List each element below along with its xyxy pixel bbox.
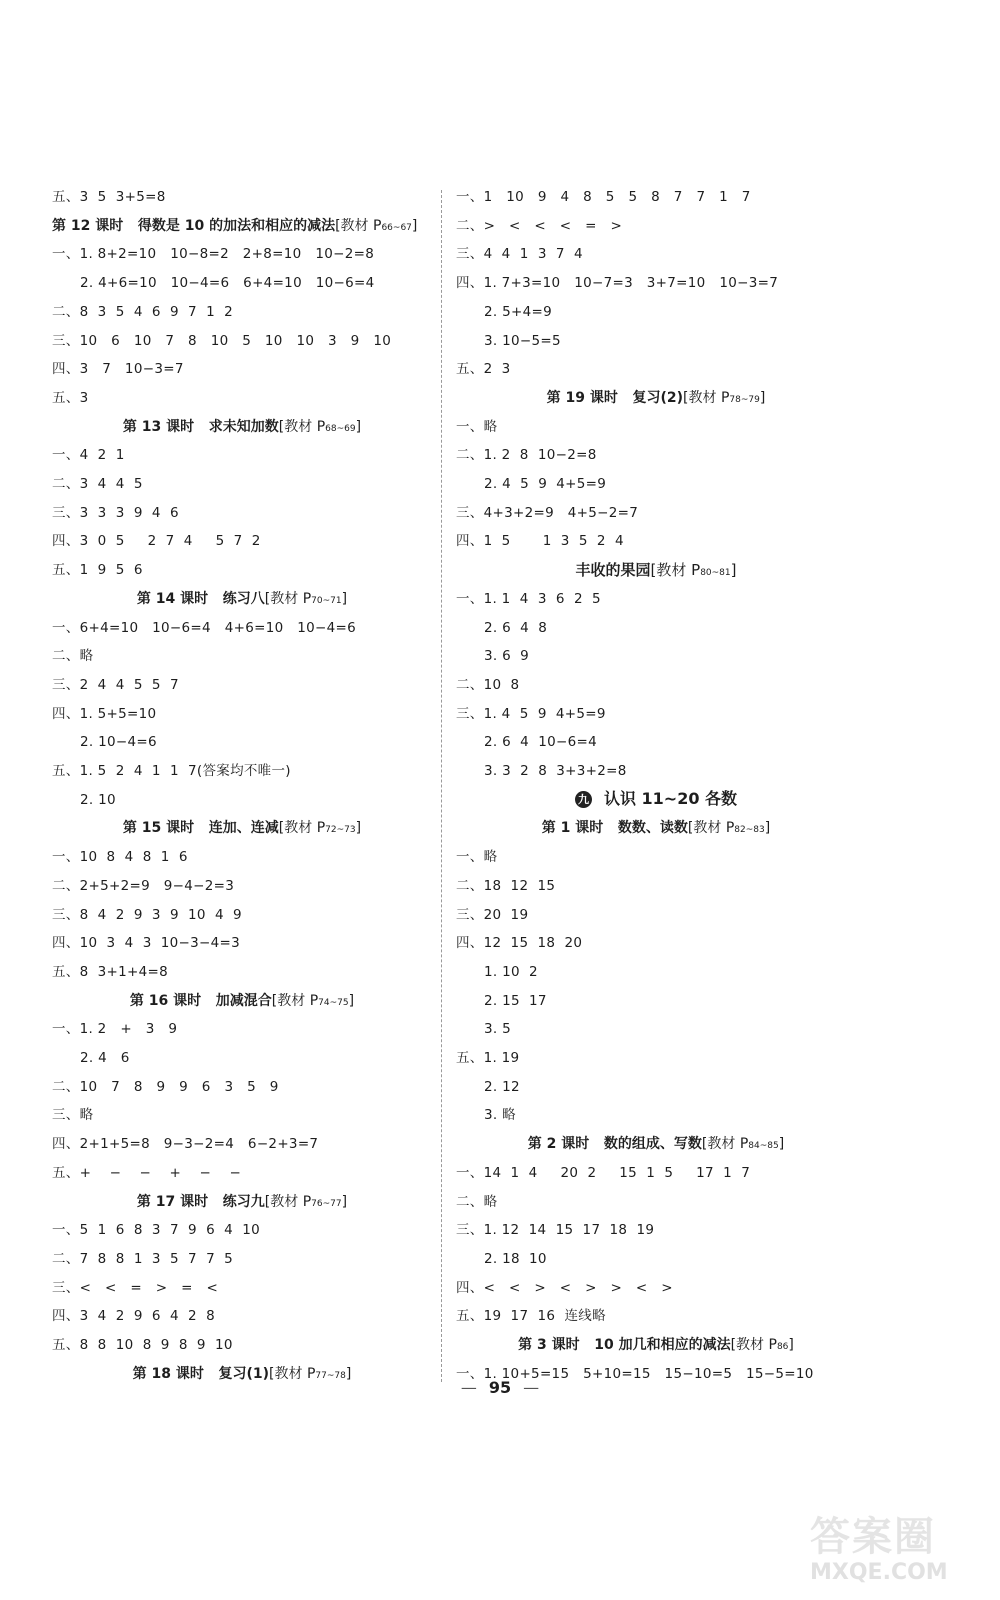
- textbook-ref: [教材 P: [264, 1193, 312, 1210]
- answer-line: 一、10 8 4 8 1 6: [52, 849, 188, 866]
- watermark-logo: [810, 1514, 990, 1594]
- answer-line: 一、1. 1 4 3 6 2 5: [456, 590, 601, 607]
- lesson-heading: 第 13 课时 求未知加数[教材 P68~69]: [122, 418, 362, 435]
- answer-line: 三、1. 12 14 15 17 18 19: [456, 1222, 655, 1239]
- answer-line: 一、1. 10+5=15 5+10=15 15−10=5 15−5=10: [456, 1365, 814, 1382]
- page-range: 86: [776, 1342, 789, 1352]
- answer-line: 一、14 1 4 20 2 15 1 5 17 1 7: [456, 1164, 751, 1181]
- column-divider: [441, 190, 442, 1382]
- watermark-cn: 答案圈: [810, 1514, 936, 1560]
- page-range: 78~79: [729, 394, 760, 405]
- answer-line: 1. 10 2: [484, 963, 538, 980]
- answer-line: 2. 18 10: [484, 1250, 547, 1267]
- answer-line: 五、3: [52, 389, 89, 406]
- lesson-heading: 第 12 课时 得数是 10 的加法和相应的减法[教材 P66~67]: [52, 217, 418, 234]
- answer-line: 四、12 15 18 20: [456, 935, 583, 952]
- textbook-ref: [教材 P: [730, 1337, 777, 1353]
- lesson-heading: 第 1 课时 数数、读数[教材 P82~83]: [541, 820, 771, 837]
- answer-line: 三、4+3+2=9 4+5−2=7: [456, 504, 639, 521]
- answer-line: 五、3 5 3+5=8: [52, 189, 166, 205]
- lesson-heading: 第 16 课时 加减混合[教材 P74~75]: [129, 992, 355, 1009]
- textbook-ref: [教材 P: [278, 418, 326, 435]
- lesson-title: 第 14 课时 练习八: [136, 590, 265, 607]
- answer-line: 三、20 19: [456, 906, 529, 923]
- answer-line: 3. 6 9: [484, 648, 530, 665]
- textbook-ref: [教材 P: [271, 992, 319, 1009]
- lesson-title: 第 12 课时 得数是 10 的加法和相应的减法: [52, 217, 336, 234]
- page-range: 77~78: [315, 1370, 346, 1381]
- answer-line: 2. 12: [484, 1078, 520, 1095]
- answer-line: 3. 5: [484, 1021, 511, 1038]
- answer-line: 四、1 5 1 3 5 2 4: [456, 533, 624, 550]
- answer-line: 一、5 1 6 8 3 7 9 6 4 10: [52, 1222, 261, 1239]
- textbook-ref: [教材 P: [683, 389, 730, 406]
- answer-line: 三、1. 4 5 9 4+5=9: [456, 705, 606, 722]
- page-range: 84~85: [748, 1141, 779, 1152]
- answer-line: 2. 4 5 9 4+5=9: [484, 476, 607, 492]
- lesson-heading: 第 2 课时 数的组成、写数[教材 P84~85]: [527, 1136, 785, 1153]
- answer-line: 二、> < < < = >: [456, 217, 623, 234]
- answer-line: 3. 10−5=5: [484, 332, 561, 349]
- textbook-ref: [教材 P: [264, 590, 312, 607]
- page-range: 74~75: [318, 997, 349, 1008]
- answer-line: 五、8 3+1+4=8: [52, 963, 169, 980]
- answer-line: 2. 15 17: [484, 992, 547, 1009]
- answer-line: 二、略: [52, 648, 94, 665]
- lesson-heading: 第 18 课时 复习(1)[教材 P77~78]: [132, 1365, 352, 1382]
- page-range: 72~73: [325, 825, 356, 836]
- answer-line: 五、19 17 16 连线略: [456, 1308, 606, 1325]
- page-range: 82~83: [734, 825, 765, 836]
- answer-line: 2. 5+4=9: [484, 303, 552, 320]
- answer-line: 三、3 3 3 9 4 6: [52, 504, 179, 521]
- lesson-title: 第 2 课时 数的组成、写数: [527, 1136, 702, 1153]
- chapter-title: 认识 11~20 各数: [603, 788, 738, 808]
- answer-line: 二、3 4 4 5: [52, 476, 143, 492]
- answer-line: 二、1. 2 8 10−2=8: [456, 447, 597, 464]
- answer-line: 五、8 8 10 8 9 8 9 10: [52, 1337, 233, 1353]
- lesson-title: 第 19 课时 复习(2): [546, 389, 684, 406]
- page-range: 76~77: [311, 1198, 342, 1209]
- answer-line: 四、< < > < > > < >: [456, 1279, 673, 1296]
- answer-line: 五、1. 5 2 4 1 1 7(答案均不唯一): [52, 763, 291, 779]
- lesson-heading: 丰收的果园[教材 P80~81]: [575, 561, 737, 580]
- lesson-title: 第 18 课时 复习(1): [132, 1365, 270, 1382]
- lesson-title: 第 17 课时 练习九: [136, 1193, 265, 1210]
- page-range: 80~81: [700, 568, 731, 579]
- lesson-title: 丰收的果园: [575, 561, 651, 580]
- lesson-title: 第 15 课时 连加、连减: [122, 820, 279, 837]
- answer-line: 一、略: [456, 418, 498, 435]
- chapter-heading: [456, 789, 856, 809]
- answer-line: 四、1. 5+5=10: [52, 705, 157, 722]
- lesson-heading: 第 15 课时 连加、连减[教材 P72~73]: [122, 820, 362, 837]
- answer-line: 四、3 4 2 9 6 4 2 8: [52, 1308, 215, 1325]
- answer-line: 五、1. 19: [456, 1050, 520, 1066]
- answer-line: 三、4 4 1 3 7 4: [456, 246, 583, 263]
- textbook-ref: [教材 P: [278, 820, 326, 837]
- textbook-ref: [教材 P: [650, 561, 701, 580]
- lesson-heading: 第 19 课时 复习(2)[教材 P78~79]: [546, 389, 766, 406]
- answer-line: 一、1. 2 + 3 9: [52, 1021, 178, 1038]
- answer-line: 二、2+5+2=9 9−4−2=3: [52, 877, 235, 894]
- answer-line: 五、1 9 5 6: [52, 562, 143, 579]
- textbook-ref: [教材 P: [335, 217, 382, 234]
- answer-line: 2. 4 6: [80, 1050, 130, 1066]
- answer-line: 二、10 8: [456, 676, 520, 693]
- answer-line: 一、略: [456, 849, 498, 866]
- answer-line: 二、略: [456, 1193, 498, 1210]
- page-number: — 95 —: [460, 1378, 540, 1397]
- answer-line: 一、1 10 9 4 8 5 5 8 7 7 1 7: [456, 189, 751, 205]
- page-range: 66~67: [381, 222, 412, 233]
- answer-line: 2. 6 4 10−6=4: [484, 734, 597, 751]
- answer-line: 2. 4+6=10 10−4=6 6+4=10 10−6=4: [80, 275, 375, 292]
- answer-line: 2. 10: [80, 791, 116, 808]
- answer-line: 四、2+1+5=8 9−3−2=4 6−2+3=7: [52, 1136, 319, 1153]
- textbook-ref: [教材 P: [269, 1365, 316, 1382]
- answer-line: 四、10 3 4 3 10−3−4=3: [52, 935, 241, 952]
- answer-line: 一、1. 8+2=10 10−8=2 2+8=10 10−2=8: [52, 246, 375, 263]
- lesson-heading: 第 14 课时 练习八[教材 P70~71]: [136, 590, 348, 607]
- answer-line: 三、10 6 10 7 8 10 5 10 10 3 9 10: [52, 332, 392, 349]
- answer-line: 二、7 8 8 1 3 5 7 7 5: [52, 1250, 234, 1267]
- lesson-title: 第 13 课时 求未知加数: [122, 418, 279, 435]
- answer-line: 一、6+4=10 10−6=4 4+6=10 10−4=6: [52, 619, 357, 636]
- answer-line: 四、3 0 5 2 7 4 5 7 2: [52, 533, 261, 550]
- lesson-heading: 第 3 课时 10 加几和相应的减法[教材 P86]: [518, 1337, 794, 1353]
- page-range: 70~71: [311, 595, 342, 606]
- answer-line: 2. 10−4=6: [80, 734, 157, 751]
- page-range: 68~69: [325, 423, 356, 434]
- answer-line: 3. 略: [484, 1107, 516, 1124]
- chapter-number-badge: 九: [575, 791, 592, 808]
- answer-line: 三、2 4 4 5 5 7: [52, 676, 179, 693]
- textbook-ref: [教材 P: [687, 820, 735, 837]
- answer-line: 三、8 4 2 9 3 9 10 4 9: [52, 906, 242, 923]
- answer-line: 2. 6 4 8: [484, 619, 548, 636]
- lesson-title: 第 1 课时 数数、读数: [541, 820, 688, 837]
- answer-line: 五、+ − − + − −: [52, 1164, 242, 1181]
- watermark-en: MXQE.COM: [810, 1560, 948, 1585]
- answer-line: 三、< < = > = <: [52, 1279, 219, 1296]
- answer-line: 一、4 2 1: [52, 447, 125, 464]
- answer-line: 二、10 7 8 9 9 6 3 5 9: [52, 1078, 279, 1095]
- lesson-title: 第 3 课时 10 加几和相应的减法: [518, 1337, 731, 1353]
- answer-line: 3. 3 2 8 3+3+2=8: [484, 763, 627, 779]
- answer-line: 二、8 3 5 4 6 9 7 1 2: [52, 303, 234, 320]
- lesson-title: 第 16 课时 加减混合: [129, 992, 272, 1009]
- textbook-ref: [教材 P: [701, 1136, 749, 1153]
- answer-line: 二、18 12 15: [456, 877, 556, 894]
- answer-line: 三、略: [52, 1107, 94, 1124]
- answer-line: 四、3 7 10−3=7: [52, 361, 184, 378]
- lesson-heading: 第 17 课时 练习九[教材 P76~77]: [136, 1193, 348, 1210]
- answer-line: 五、2 3: [456, 361, 511, 378]
- answer-line: 四、1. 7+3=10 10−7=3 3+7=10 10−3=7: [456, 275, 779, 292]
